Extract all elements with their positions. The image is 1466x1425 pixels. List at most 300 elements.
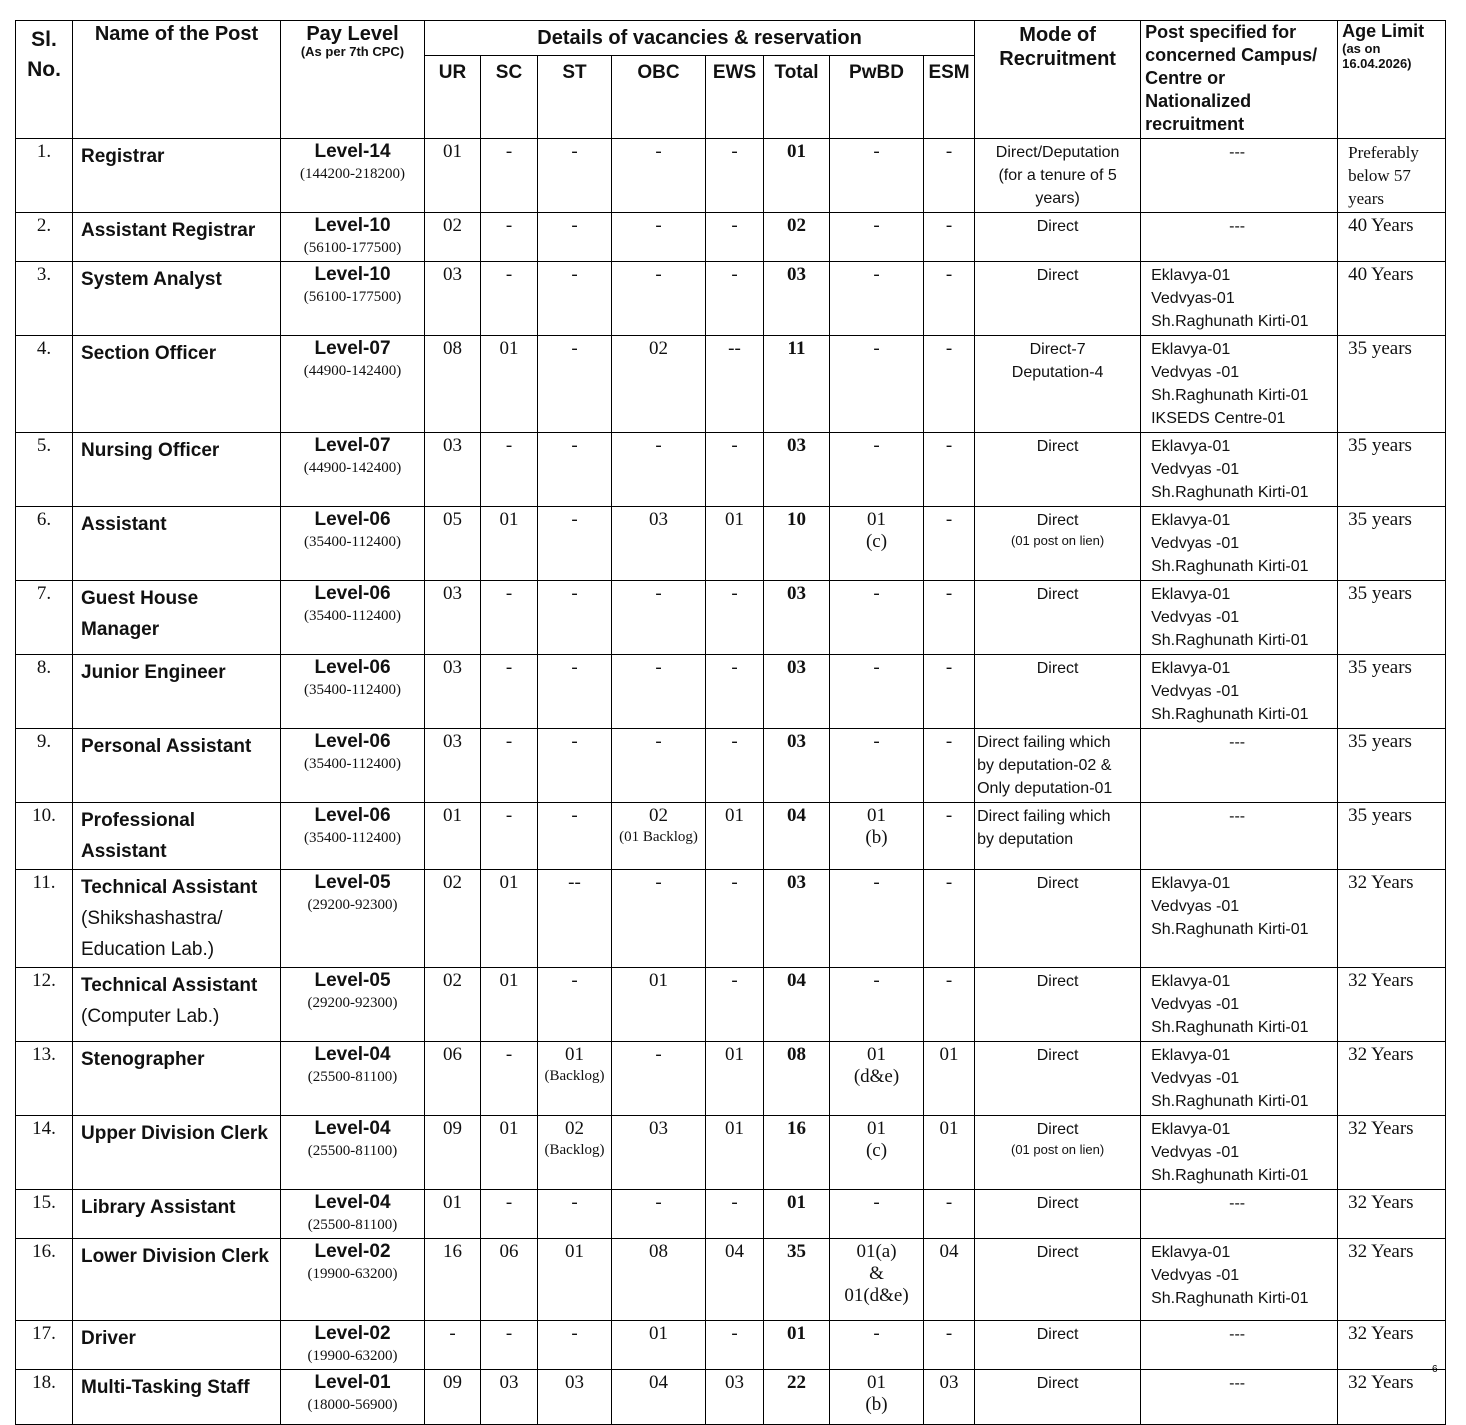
post-name-line: Driver bbox=[81, 1328, 136, 1349]
vacancy-esm: - bbox=[924, 870, 975, 968]
post-specified-line: Vedvyas -01 bbox=[1151, 996, 1240, 1013]
post-specified bbox=[1141, 507, 1338, 581]
vacancy-pwbd-line: (c) bbox=[865, 531, 888, 552]
vacancy-pwbd bbox=[830, 1239, 924, 1321]
pay-range: (18000-56900) bbox=[307, 1397, 398, 1413]
header-post-name: Name of the Post bbox=[73, 21, 281, 139]
vacancy-st-value: 02 bbox=[565, 1118, 584, 1139]
vacancy-obc-value: - bbox=[655, 583, 662, 604]
vacancy-st bbox=[538, 803, 612, 870]
vacancy-ur bbox=[425, 1321, 481, 1370]
vacancy-pwbd-line: 01(d&e) bbox=[844, 1285, 909, 1306]
vacancy-ews bbox=[706, 870, 764, 968]
post-specified-line: Vedvyas -01 bbox=[1151, 461, 1240, 478]
vacancy-sc bbox=[481, 729, 538, 803]
post-specified-line: Sh.Raghunath Kirti-01 bbox=[1151, 921, 1309, 938]
vacancy-esm: 03 bbox=[924, 1370, 975, 1425]
table-row bbox=[16, 655, 1446, 729]
vacancy-total: 08 bbox=[764, 1042, 830, 1116]
table-row bbox=[16, 262, 1446, 336]
vacancy-total: 03 bbox=[764, 262, 830, 336]
vacancy-ur bbox=[425, 262, 481, 336]
table-row bbox=[16, 1370, 1446, 1425]
pay-level bbox=[281, 1116, 425, 1190]
vacancy-obc bbox=[612, 433, 706, 507]
vacancy-st bbox=[538, 1042, 612, 1116]
header-col-ur: UR bbox=[425, 56, 481, 139]
vacancy-obc-value: 03 bbox=[649, 509, 668, 530]
pay-level bbox=[281, 803, 425, 870]
vacancy-esm: 01 bbox=[924, 1116, 975, 1190]
age-limit bbox=[1338, 655, 1446, 729]
vacancy-st-value: - bbox=[571, 141, 578, 162]
age-limit bbox=[1338, 507, 1446, 581]
vacancy-ur-value: 01 bbox=[443, 141, 462, 162]
vacancy-ews bbox=[706, 655, 764, 729]
age-limit-line: 35 years bbox=[1348, 338, 1412, 359]
vacancy-total: 11 bbox=[764, 336, 830, 433]
vacancy-ews-value: 01 bbox=[725, 509, 744, 530]
age-limit bbox=[1338, 1190, 1446, 1239]
vacancy-pwbd bbox=[830, 433, 924, 507]
vacancy-ews bbox=[706, 1042, 764, 1116]
vacancy-obc-value: - bbox=[655, 1044, 662, 1065]
sl-number: 6. bbox=[16, 507, 73, 581]
vacancy-esm: 04 bbox=[924, 1239, 975, 1321]
vacancy-ews bbox=[706, 507, 764, 581]
age-limit-line: 40 Years bbox=[1348, 215, 1414, 236]
table-row bbox=[16, 213, 1446, 262]
vacancy-total: 35 bbox=[764, 1239, 830, 1321]
mode-line: Direct bbox=[1036, 1195, 1079, 1212]
table-row bbox=[16, 139, 1446, 213]
post-name bbox=[73, 968, 281, 1042]
pay-level bbox=[281, 1042, 425, 1116]
vacancy-esm: - bbox=[924, 507, 975, 581]
vacancy-sc-value: - bbox=[505, 805, 513, 826]
mode-of-recruitment bbox=[975, 507, 1141, 581]
vacancy-sc-value: - bbox=[505, 1192, 513, 1213]
vacancy-ur-value: 02 bbox=[443, 970, 462, 991]
vacancy-sc bbox=[481, 139, 538, 213]
vacancy-st bbox=[538, 262, 612, 336]
vacancy-esm: - bbox=[924, 213, 975, 262]
vacancy-st bbox=[538, 729, 612, 803]
pay-level bbox=[281, 433, 425, 507]
vacancy-ews bbox=[706, 433, 764, 507]
vacancy-sc bbox=[481, 1321, 538, 1370]
vacancy-esm: - bbox=[924, 139, 975, 213]
post-specified-line: Eklavya-01 bbox=[1151, 1047, 1231, 1064]
vacancy-sc bbox=[481, 336, 538, 433]
sl-number: 14. bbox=[16, 1116, 73, 1190]
post-name bbox=[73, 1321, 281, 1370]
mode-of-recruitment bbox=[975, 655, 1141, 729]
vacancy-st-value: - bbox=[571, 215, 578, 236]
vacancy-ur bbox=[425, 1190, 481, 1239]
post-name bbox=[73, 507, 281, 581]
pay-range: (35400-112400) bbox=[304, 682, 401, 698]
mode-line: Direct bbox=[1036, 1375, 1079, 1392]
pay-level bbox=[281, 968, 425, 1042]
vacancy-obc bbox=[612, 729, 706, 803]
post-name bbox=[73, 336, 281, 433]
vacancy-pwbd bbox=[830, 581, 924, 655]
post-specified bbox=[1141, 803, 1338, 870]
vacancy-sc bbox=[481, 870, 538, 968]
mode-line: Direct bbox=[1036, 1121, 1079, 1138]
pay-level-label: Level-14 bbox=[314, 141, 391, 162]
vacancy-pwbd bbox=[830, 336, 924, 433]
header-col-esm: ESM bbox=[924, 56, 975, 139]
vacancy-ur bbox=[425, 1116, 481, 1190]
mode-line: Direct failing which bbox=[977, 734, 1111, 751]
vacancy-sc-value: 03 bbox=[499, 1372, 519, 1393]
vacancy-ur bbox=[425, 1042, 481, 1116]
vacancy-total: 04 bbox=[764, 968, 830, 1042]
post-specified-line: Eklavya-01 bbox=[1151, 1244, 1231, 1261]
pay-range: (25500-81100) bbox=[307, 1069, 398, 1085]
vacancy-total: 04 bbox=[764, 803, 830, 870]
table-row bbox=[16, 507, 1446, 581]
vacancy-sc-value: 01 bbox=[499, 970, 519, 991]
vacancy-pwbd-line: (b) bbox=[865, 1394, 888, 1415]
vacancy-pwbd-line: - bbox=[873, 583, 880, 604]
post-specified bbox=[1141, 433, 1338, 507]
vacancy-sc-value: 01 bbox=[499, 1118, 519, 1139]
vacancy-obc-value: - bbox=[655, 657, 662, 678]
header-col-pwbd: PwBD bbox=[830, 56, 924, 139]
vacancy-ur-value: 03 bbox=[443, 731, 462, 752]
vacancy-ur-value: - bbox=[449, 1323, 456, 1344]
post-specified-line: Vedvyas -01 bbox=[1151, 1267, 1240, 1284]
pay-level-label: Level-06 bbox=[314, 509, 391, 530]
mode-of-recruitment bbox=[975, 870, 1141, 968]
vacancy-pwbd-line: - bbox=[873, 731, 880, 752]
post-specified-line: Eklavya-01 bbox=[1151, 660, 1231, 677]
post-name-sub: (Computer Lab.) bbox=[81, 1006, 220, 1027]
vacancy-pwbd-line: & bbox=[869, 1263, 884, 1284]
mode-line: Direct bbox=[1036, 660, 1079, 677]
vacancy-ur bbox=[425, 655, 481, 729]
vacancy-total: 03 bbox=[764, 581, 830, 655]
post-specified-line: Sh.Raghunath Kirti-01 bbox=[1151, 1290, 1309, 1307]
vacancy-esm: - bbox=[924, 655, 975, 729]
vacancy-st bbox=[538, 1370, 612, 1425]
table-row bbox=[16, 581, 1446, 655]
post-specified-line: Sh.Raghunath Kirti-01 bbox=[1151, 484, 1309, 501]
vacancy-esm: - bbox=[924, 1321, 975, 1370]
mode-of-recruitment bbox=[975, 262, 1141, 336]
vacancy-sc bbox=[481, 1116, 538, 1190]
vacancy-st bbox=[538, 581, 612, 655]
pay-level-label: Level-06 bbox=[314, 805, 391, 826]
vacancy-st-value: 01 bbox=[565, 1044, 584, 1065]
vacancy-obc bbox=[612, 1370, 706, 1425]
post-name-line: Nursing Officer bbox=[81, 440, 220, 461]
vacancy-ur-value: 16 bbox=[443, 1241, 462, 1262]
vacancy-sc bbox=[481, 968, 538, 1042]
vacancy-st bbox=[538, 1239, 612, 1321]
age-limit-line: 32 Years bbox=[1348, 1241, 1414, 1262]
post-specified-line: Vedvyas-01 bbox=[1151, 290, 1235, 307]
pay-level-label: Level-06 bbox=[314, 657, 391, 678]
post-specified-line: --- bbox=[1229, 808, 1246, 825]
vacancy-ews-value: -- bbox=[728, 338, 741, 359]
mode-note: (01 post on lien) bbox=[1010, 1142, 1105, 1157]
vacancy-pwbd bbox=[830, 803, 924, 870]
vacancy-ur bbox=[425, 507, 481, 581]
pay-range: (19900-63200) bbox=[307, 1266, 398, 1282]
vacancy-st-value: 03 bbox=[565, 1372, 584, 1393]
vacancy-table-body bbox=[16, 139, 1446, 1425]
age-limit bbox=[1338, 1116, 1446, 1190]
post-name-line: Technical Assistant bbox=[81, 877, 258, 898]
post-specified-line: Vedvyas -01 bbox=[1151, 535, 1240, 552]
post-specified-line: --- bbox=[1229, 1326, 1246, 1343]
table-row bbox=[16, 1042, 1446, 1116]
post-specified-line: Eklavya-01 bbox=[1151, 267, 1231, 284]
vacancy-pwbd bbox=[830, 1370, 924, 1425]
vacancy-total: 01 bbox=[764, 1321, 830, 1370]
vacancy-sc bbox=[481, 507, 538, 581]
vacancy-ur-value: 09 bbox=[443, 1372, 462, 1393]
pay-level bbox=[281, 729, 425, 803]
vacancy-obc bbox=[612, 968, 706, 1042]
pay-level-label: Level-04 bbox=[314, 1044, 391, 1065]
pay-level-label: Level-10 bbox=[314, 215, 391, 236]
post-name-line: Guest House Manager bbox=[81, 588, 199, 640]
vacancy-ews bbox=[706, 1321, 764, 1370]
mode-of-recruitment bbox=[975, 213, 1141, 262]
pay-range: (35400-112400) bbox=[304, 534, 401, 550]
vacancy-st-value: - bbox=[571, 264, 578, 285]
table-row bbox=[16, 1321, 1446, 1370]
post-specified bbox=[1141, 729, 1338, 803]
vacancy-obc bbox=[612, 262, 706, 336]
vacancy-st-value: -- bbox=[568, 872, 581, 893]
vacancy-obc-value: 02 bbox=[649, 338, 668, 359]
pay-range: (35400-112400) bbox=[304, 830, 401, 846]
pay-level bbox=[281, 655, 425, 729]
vacancy-pwbd-line: 01 bbox=[867, 509, 886, 530]
vacancy-obc-value: 01 bbox=[649, 1323, 668, 1344]
vacancy-esm: - bbox=[924, 968, 975, 1042]
mode-line: by deputation bbox=[977, 831, 1074, 848]
mode-of-recruitment bbox=[975, 1042, 1141, 1116]
vacancy-ews-value: 03 bbox=[725, 1372, 744, 1393]
age-limit-line: 35 years bbox=[1348, 509, 1412, 530]
vacancy-pwbd bbox=[830, 213, 924, 262]
mode-line: Direct bbox=[1036, 973, 1079, 990]
post-specified bbox=[1141, 1190, 1338, 1239]
sl-number: 16. bbox=[16, 1239, 73, 1321]
vacancy-st bbox=[538, 139, 612, 213]
mode-of-recruitment bbox=[975, 1116, 1141, 1190]
vacancy-pwbd-line: (b) bbox=[865, 827, 888, 848]
age-limit-line: 35 years bbox=[1348, 805, 1412, 826]
pay-level bbox=[281, 1370, 425, 1425]
vacancy-total: 03 bbox=[764, 870, 830, 968]
post-specified bbox=[1141, 1370, 1338, 1425]
post-name bbox=[73, 1116, 281, 1190]
post-name bbox=[73, 581, 281, 655]
vacancy-obc bbox=[612, 336, 706, 433]
mode-line: Direct-7 bbox=[1029, 341, 1086, 358]
post-specified-line: Sh.Raghunath Kirti-01 bbox=[1151, 313, 1309, 330]
vacancy-pwbd-line: - bbox=[873, 338, 880, 359]
pay-level bbox=[281, 1321, 425, 1370]
vacancy-sc-value: 01 bbox=[499, 338, 519, 359]
post-specified-line: Vedvyas -01 bbox=[1151, 898, 1240, 915]
vacancy-obc-value: - bbox=[655, 731, 662, 752]
header-post-specified: Post specified for concerned Campus/ Centre or Nationalized recruitment bbox=[1141, 21, 1338, 139]
age-limit-line: 32 Years bbox=[1348, 1323, 1414, 1344]
vacancy-ews bbox=[706, 336, 764, 433]
sl-number: 4. bbox=[16, 336, 73, 433]
pay-level-label: Level-06 bbox=[314, 583, 391, 604]
post-specified-line: Eklavya-01 bbox=[1151, 973, 1231, 990]
vacancy-st-value: - bbox=[571, 1192, 578, 1213]
vacancy-obc bbox=[612, 139, 706, 213]
pay-level bbox=[281, 507, 425, 581]
vacancy-st-value: - bbox=[571, 657, 578, 678]
mode-line: Only deputation-01 bbox=[977, 780, 1113, 797]
vacancy-pwbd bbox=[830, 1321, 924, 1370]
post-specified bbox=[1141, 968, 1338, 1042]
post-specified-line: --- bbox=[1229, 218, 1246, 235]
vacancy-sc-value: - bbox=[505, 264, 513, 285]
vacancy-pwbd bbox=[830, 1042, 924, 1116]
post-specified-line: Sh.Raghunath Kirti-01 bbox=[1151, 1167, 1309, 1184]
vacancy-pwbd-line: (d&e) bbox=[853, 1066, 900, 1087]
vacancy-st-value: - bbox=[571, 805, 578, 826]
post-name bbox=[73, 213, 281, 262]
pay-range: (44900-142400) bbox=[303, 363, 402, 379]
post-specified bbox=[1141, 1321, 1338, 1370]
vacancy-obc bbox=[612, 655, 706, 729]
post-name-line: Assistant Registrar bbox=[81, 220, 256, 241]
vacancy-total: 10 bbox=[764, 507, 830, 581]
vacancy-ews-value: 01 bbox=[725, 1118, 744, 1139]
post-specified-line: IKSEDS Centre-01 bbox=[1151, 410, 1286, 427]
mode-of-recruitment bbox=[975, 1321, 1141, 1370]
post-name bbox=[73, 803, 281, 870]
mode-of-recruitment bbox=[975, 433, 1141, 507]
age-limit-line: 32 Years bbox=[1348, 1044, 1414, 1065]
sl-number: 18. bbox=[16, 1370, 73, 1425]
age-limit bbox=[1338, 433, 1446, 507]
vacancy-pwbd-line: - bbox=[873, 1323, 880, 1344]
vacancy-sc-value: 06 bbox=[499, 1241, 519, 1262]
vacancy-ur-value: 02 bbox=[443, 215, 462, 236]
vacancy-ews bbox=[706, 1190, 764, 1239]
vacancy-ews-value: - bbox=[731, 657, 738, 678]
post-name-line: Junior Engineer bbox=[81, 662, 226, 683]
post-specified-line: Sh.Raghunath Kirti-01 bbox=[1151, 387, 1309, 404]
mode-line: Direct bbox=[1036, 1047, 1079, 1064]
age-limit bbox=[1338, 139, 1446, 213]
pay-level bbox=[281, 870, 425, 968]
age-limit bbox=[1338, 262, 1446, 336]
vacancy-ews bbox=[706, 262, 764, 336]
sl-number: 9. bbox=[16, 729, 73, 803]
post-specified-line: Sh.Raghunath Kirti-01 bbox=[1151, 1093, 1309, 1110]
post-name-line: Section Officer bbox=[81, 343, 217, 364]
pay-level-label: Level-02 bbox=[314, 1241, 391, 1262]
post-specified-line: Eklavya-01 bbox=[1151, 1121, 1231, 1138]
vacancy-ur bbox=[425, 729, 481, 803]
vacancy-sc-value: - bbox=[505, 1044, 513, 1065]
table-row bbox=[16, 1190, 1446, 1239]
vacancy-pwbd bbox=[830, 655, 924, 729]
post-name-line: Assistant bbox=[81, 514, 167, 535]
vacancy-ur-value: 01 bbox=[443, 1192, 462, 1213]
vacancy-obc bbox=[612, 1239, 706, 1321]
mode-of-recruitment bbox=[975, 968, 1141, 1042]
vacancy-ur-value: 02 bbox=[443, 872, 462, 893]
post-specified-line: Eklavya-01 bbox=[1151, 341, 1231, 358]
pay-range: (35400-112400) bbox=[304, 756, 401, 772]
age-limit bbox=[1338, 803, 1446, 870]
vacancy-ews-value: - bbox=[731, 264, 738, 285]
post-specified-line: Vedvyas -01 bbox=[1151, 683, 1240, 700]
vacancy-sc bbox=[481, 1190, 538, 1239]
post-specified-line: --- bbox=[1229, 1195, 1246, 1212]
table-row bbox=[16, 433, 1446, 507]
pay-level bbox=[281, 1190, 425, 1239]
post-name bbox=[73, 433, 281, 507]
post-specified-line: Sh.Raghunath Kirti-01 bbox=[1151, 632, 1309, 649]
table-row bbox=[16, 968, 1446, 1042]
vacancy-obc-value: - bbox=[655, 141, 662, 162]
vacancy-obc-value: 08 bbox=[649, 1241, 668, 1262]
vacancy-total: 03 bbox=[764, 655, 830, 729]
post-name-line: System Analyst bbox=[81, 269, 222, 290]
post-name-line: Technical Assistant bbox=[81, 975, 258, 996]
vacancy-total: 03 bbox=[764, 433, 830, 507]
vacancy-st-value: - bbox=[571, 509, 578, 530]
post-specified bbox=[1141, 655, 1338, 729]
post-specified bbox=[1141, 336, 1338, 433]
age-limit bbox=[1338, 336, 1446, 433]
vacancy-ews bbox=[706, 1116, 764, 1190]
post-name bbox=[73, 870, 281, 968]
post-name-line: Registrar bbox=[81, 146, 165, 167]
vacancy-table-container bbox=[15, 20, 1446, 1425]
header-col-ews: EWS bbox=[706, 56, 764, 139]
post-specified-line: Eklavya-01 bbox=[1151, 438, 1231, 455]
mode-line: (for a tenure of 5 bbox=[998, 167, 1117, 184]
vacancy-obc bbox=[612, 870, 706, 968]
vacancy-ur-value: 09 bbox=[443, 1118, 462, 1139]
vacancy-obc bbox=[612, 1042, 706, 1116]
age-limit bbox=[1338, 581, 1446, 655]
vacancy-obc bbox=[612, 803, 706, 870]
age-limit bbox=[1338, 213, 1446, 262]
mode-line: Direct bbox=[1036, 512, 1079, 529]
header-col-st: ST bbox=[538, 56, 612, 139]
mode-line: Direct bbox=[1036, 438, 1079, 455]
pay-range: (144200-218200) bbox=[300, 166, 405, 182]
sl-number: 8. bbox=[16, 655, 73, 729]
vacancy-esm: - bbox=[924, 262, 975, 336]
vacancy-st-value: - bbox=[571, 435, 578, 456]
post-specified-line: Sh.Raghunath Kirti-01 bbox=[1151, 706, 1309, 723]
vacancy-pwbd-line: 01 bbox=[867, 1372, 886, 1393]
vacancy-ur-value: 08 bbox=[443, 338, 462, 359]
vacancy-ews-value: - bbox=[731, 872, 738, 893]
